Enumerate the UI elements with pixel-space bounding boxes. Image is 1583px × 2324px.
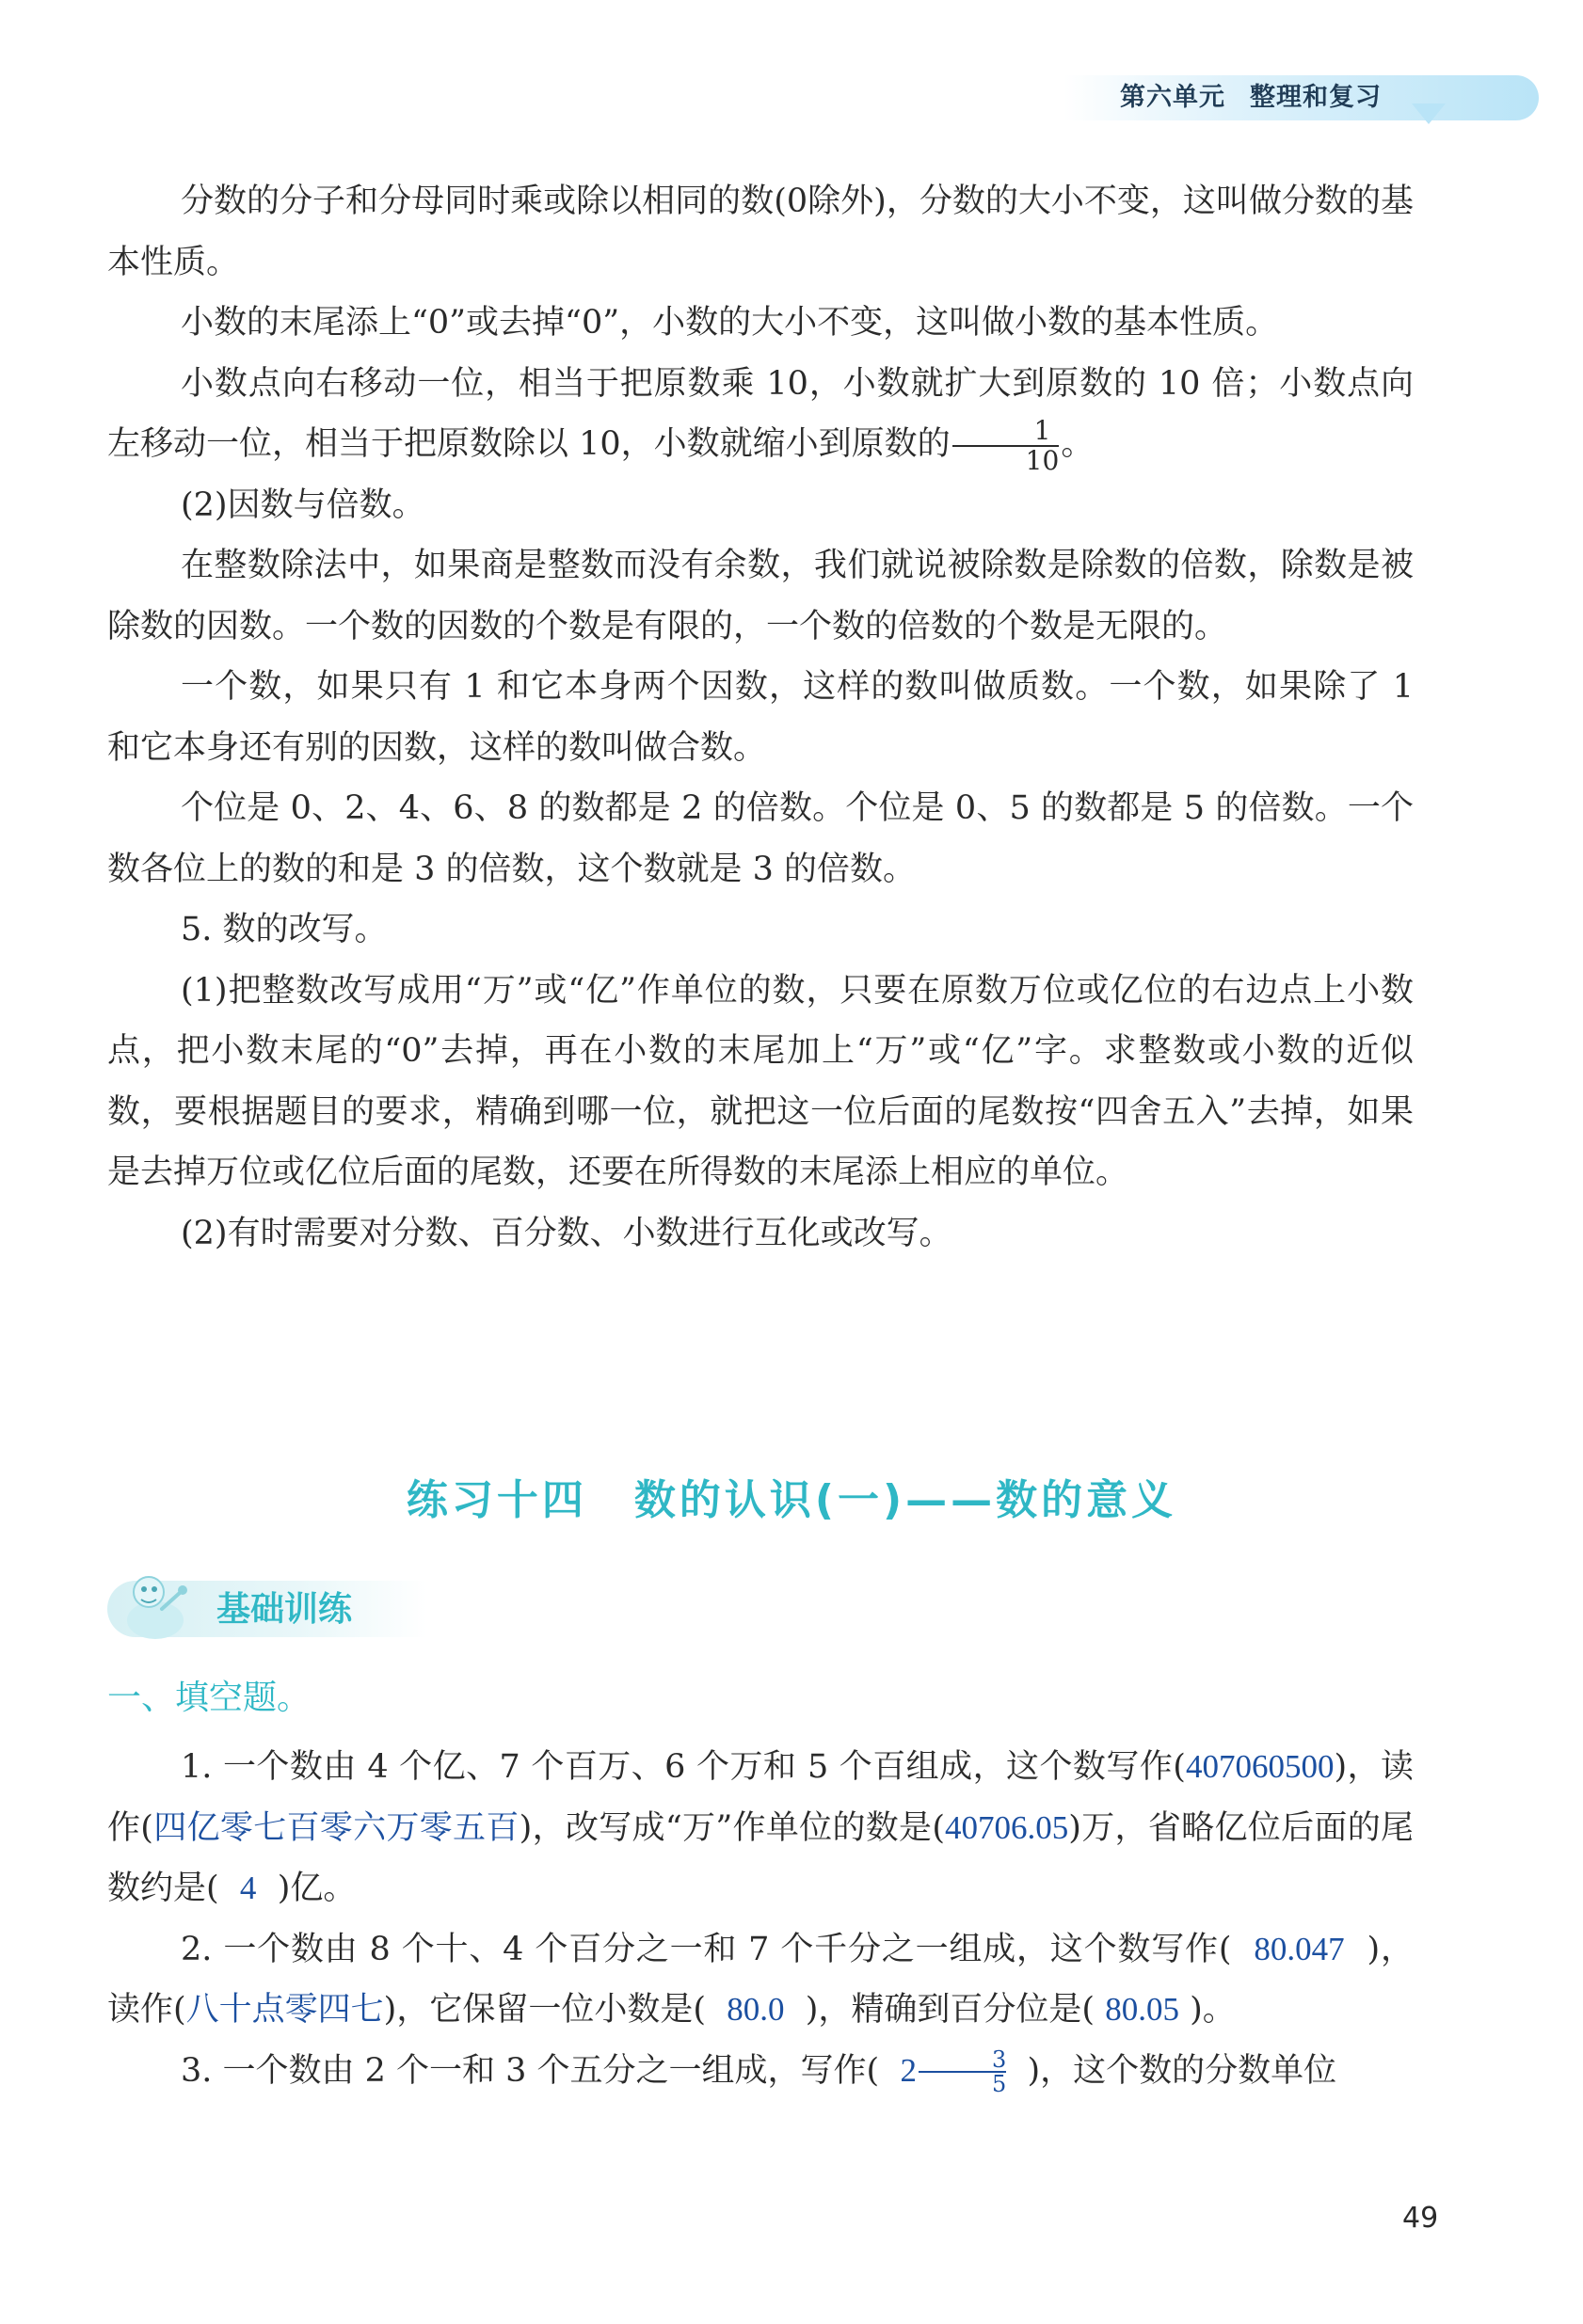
questions	[107, 1737, 1414, 2101]
paragraph: 在整数除法中，如果商是整数而没有余数，我们就说被除数是除数的倍数，除数是被除数的因数。一个数的因数的个数是有限的，一个数的倍数的个数是无限的。	[107, 547, 1414, 645]
answer-fraction: $\frac{3}{5}$	[919, 2048, 1006, 2095]
paragraph: 小数点向右移动一位，相当于把原数乘 10，小数就扩大到原数的 10 倍；小数点向左移动一位，相当于把原数除以 10，小数就缩小到原数的 $\frac{1}{10}$ 。	[107, 364, 1414, 476]
paragraph: (1)把整数改写成用“万”或“亿”作单位的数，只要在原数万位或亿位的右边点上小数点，把小数末尾的“0”去掉，再在小数的末尾加上“万”或“亿”字。求整数或小数的近似数，要根据题目的要求，精确到哪一位，就把这一位后面的尾数按“四舍五入”去掉，如果是去掉万位或亿位后面的尾数，还要在所得数的末尾添上相应的单位。	[107, 971, 1414, 1191]
answer: 40706.05	[945, 1808, 1069, 1846]
paragraph: 一个数，如果只有 1 和它本身两个因数，这样的数叫做质数。一个数，如果除了 1 和它本身还有别的因数，这样的数叫做合数。	[107, 668, 1414, 767]
answer: 八十点零四七	[185, 1991, 384, 2028]
mascot-icon	[113, 1564, 198, 1645]
answer: 407060500	[1185, 1748, 1335, 1785]
question-1: 1. 一个数由 4 个亿、7 个百万、6 个万和 5 个百组成，这个数写作(407060500)，读作(四亿零七百零六万零五百)，改写成“万”作单位的数是(40706.05)万，省略亿位后面的尾数约是( 4 )亿。	[107, 1748, 1414, 1907]
paragraph: (2)因数与倍数。	[181, 485, 425, 524]
question-2: 2. 一个数由 8 个十、4 个百分之一和 7 个千分之一组成，这个数写作( 80.047 )，读作(八十点零四七)，它保留一位小数是( 80.0 )，精确到百分位是( 80.05 )。	[107, 1930, 1414, 2029]
header-band-tail	[1412, 103, 1446, 124]
answer: 4	[239, 1870, 257, 1906]
paragraph: 小数的末尾添上“0”或去掉“0”，小数的大小不变，这叫做小数的基本性质。	[181, 304, 1279, 342]
training-label: 基础训练	[216, 1590, 353, 1629]
theory-text	[107, 171, 1414, 1264]
section-heading: 一、填空题。	[107, 1679, 312, 1717]
section-label: 整理和复习	[1250, 83, 1382, 112]
page-number: 49	[1402, 2202, 1439, 2235]
answer: 80.0	[727, 1991, 785, 2028]
unit-label: 第六单元	[1120, 83, 1225, 112]
question-3: 3. 一个数由 2 个一和 3 个五分之一组成，写作( 2 $\frac{3}{5}$ )，这个数的分数单位	[181, 2046, 1337, 2097]
paragraph: 分数的分子和分母同时乘或除以相同的数(0除外)，分数的大小不变，这叫做分数的基本性质。	[107, 183, 1414, 281]
answer: 四亿零七百零六万零五百	[152, 1808, 520, 1846]
fraction-one-tenth: $\frac{1}{10}$	[952, 417, 1060, 475]
exercise-title: 练习十四 数的认识(一)——数的意义	[406, 1476, 1177, 1524]
answer-whole: 2	[900, 2051, 917, 2089]
paragraph: 个位是 0、2、4、6、8 的数都是 2 的倍数。个位是 0、5 的数都是 5 的倍数。一个数各位上的数的和是 3 的倍数，这个数就是 3 的倍数。	[107, 789, 1414, 888]
answer: 80.047	[1254, 1930, 1345, 1967]
answer: 80.05	[1105, 1991, 1179, 2028]
paragraph: 5. 数的改写。	[181, 911, 388, 948]
running-header	[1120, 81, 1382, 115]
paragraph: (2)有时需要对分数、百分数、小数进行互化或改写。	[181, 1214, 952, 1252]
